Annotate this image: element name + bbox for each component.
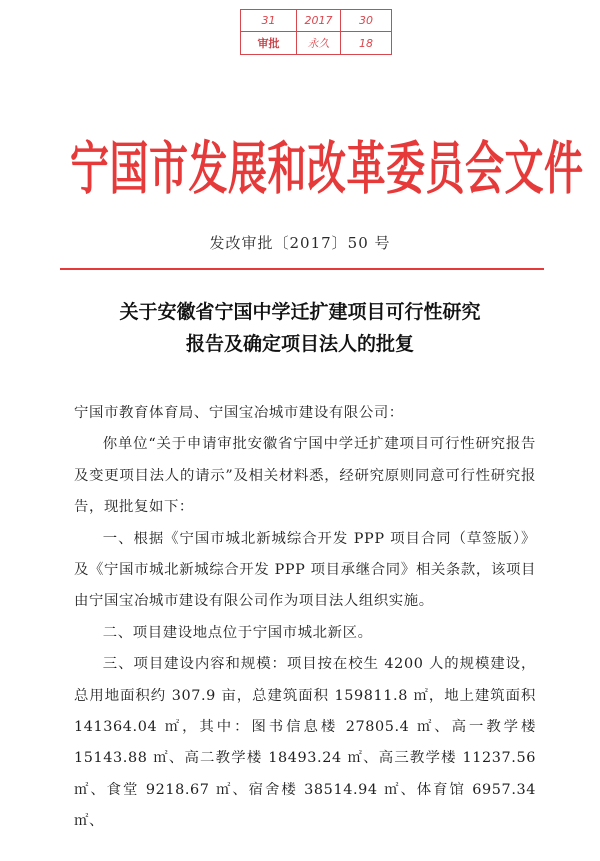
subject-line-1: 关于安徽省宁国中学迁扩建项目可行性研究	[119, 301, 481, 323]
document-number: 发改审批〔2017〕50 号	[209, 234, 391, 252]
body-paragraph: 你单位“关于申请审批安徽省宁国中学迁扩建项目可行性研究报告及变更项目法人的请示”及相关材料悉，经研究原则同意可行性研究报告，现批复如下：	[74, 436, 536, 516]
document-header-title: 宁国市发展和改革委员会文件	[70, 135, 584, 203]
stamp-cell: 审批	[241, 32, 297, 54]
document-body	[74, 398, 536, 838]
stamp-cell: 18	[359, 36, 373, 50]
addressee: 宁国市教育体育局、宁国宝冶城市建设有限公司：	[74, 405, 404, 421]
stamp-cell: 2017	[297, 10, 341, 32]
red-divider	[60, 268, 544, 270]
body-paragraph: 一、根据《宁国市城北新城综合开发 PPP 项目合同（草签版）》及《宁国市城北新城综合开发 PPP 项目承继合同》相关条款，该项目由宁国宝冶城市建设有限公司作为项目法人组织实施。	[74, 530, 536, 610]
archive-stamp	[240, 9, 392, 55]
body-paragraph: 二、项目建设地点位于宁国市城北新区。	[102, 624, 373, 641]
subject-line-2: 报告及确定项目法人的批复	[185, 333, 414, 355]
stamp-cell: 30	[341, 10, 391, 32]
body-paragraph: 三、项目建设内容和规模：项目按在校生 4200 人的规模建设，总用地面积约 307.9 亩，总建筑面积 159811.8 ㎡，地上建筑面积 141364.04 ㎡，其中：图书信息楼 27805.4 ㎡、高一教学楼 15143.88 ㎡、高二教学楼 18493.24 ㎡、高三教学楼 11237.56 ㎡、食堂 9218.67 ㎡、宿舍楼 38514.94 ㎡、体育馆 6957.34 ㎡、	[74, 656, 536, 830]
document-subject	[0, 296, 600, 360]
stamp-cell: 31	[241, 10, 297, 32]
stamp-cell: 永久	[297, 32, 341, 54]
